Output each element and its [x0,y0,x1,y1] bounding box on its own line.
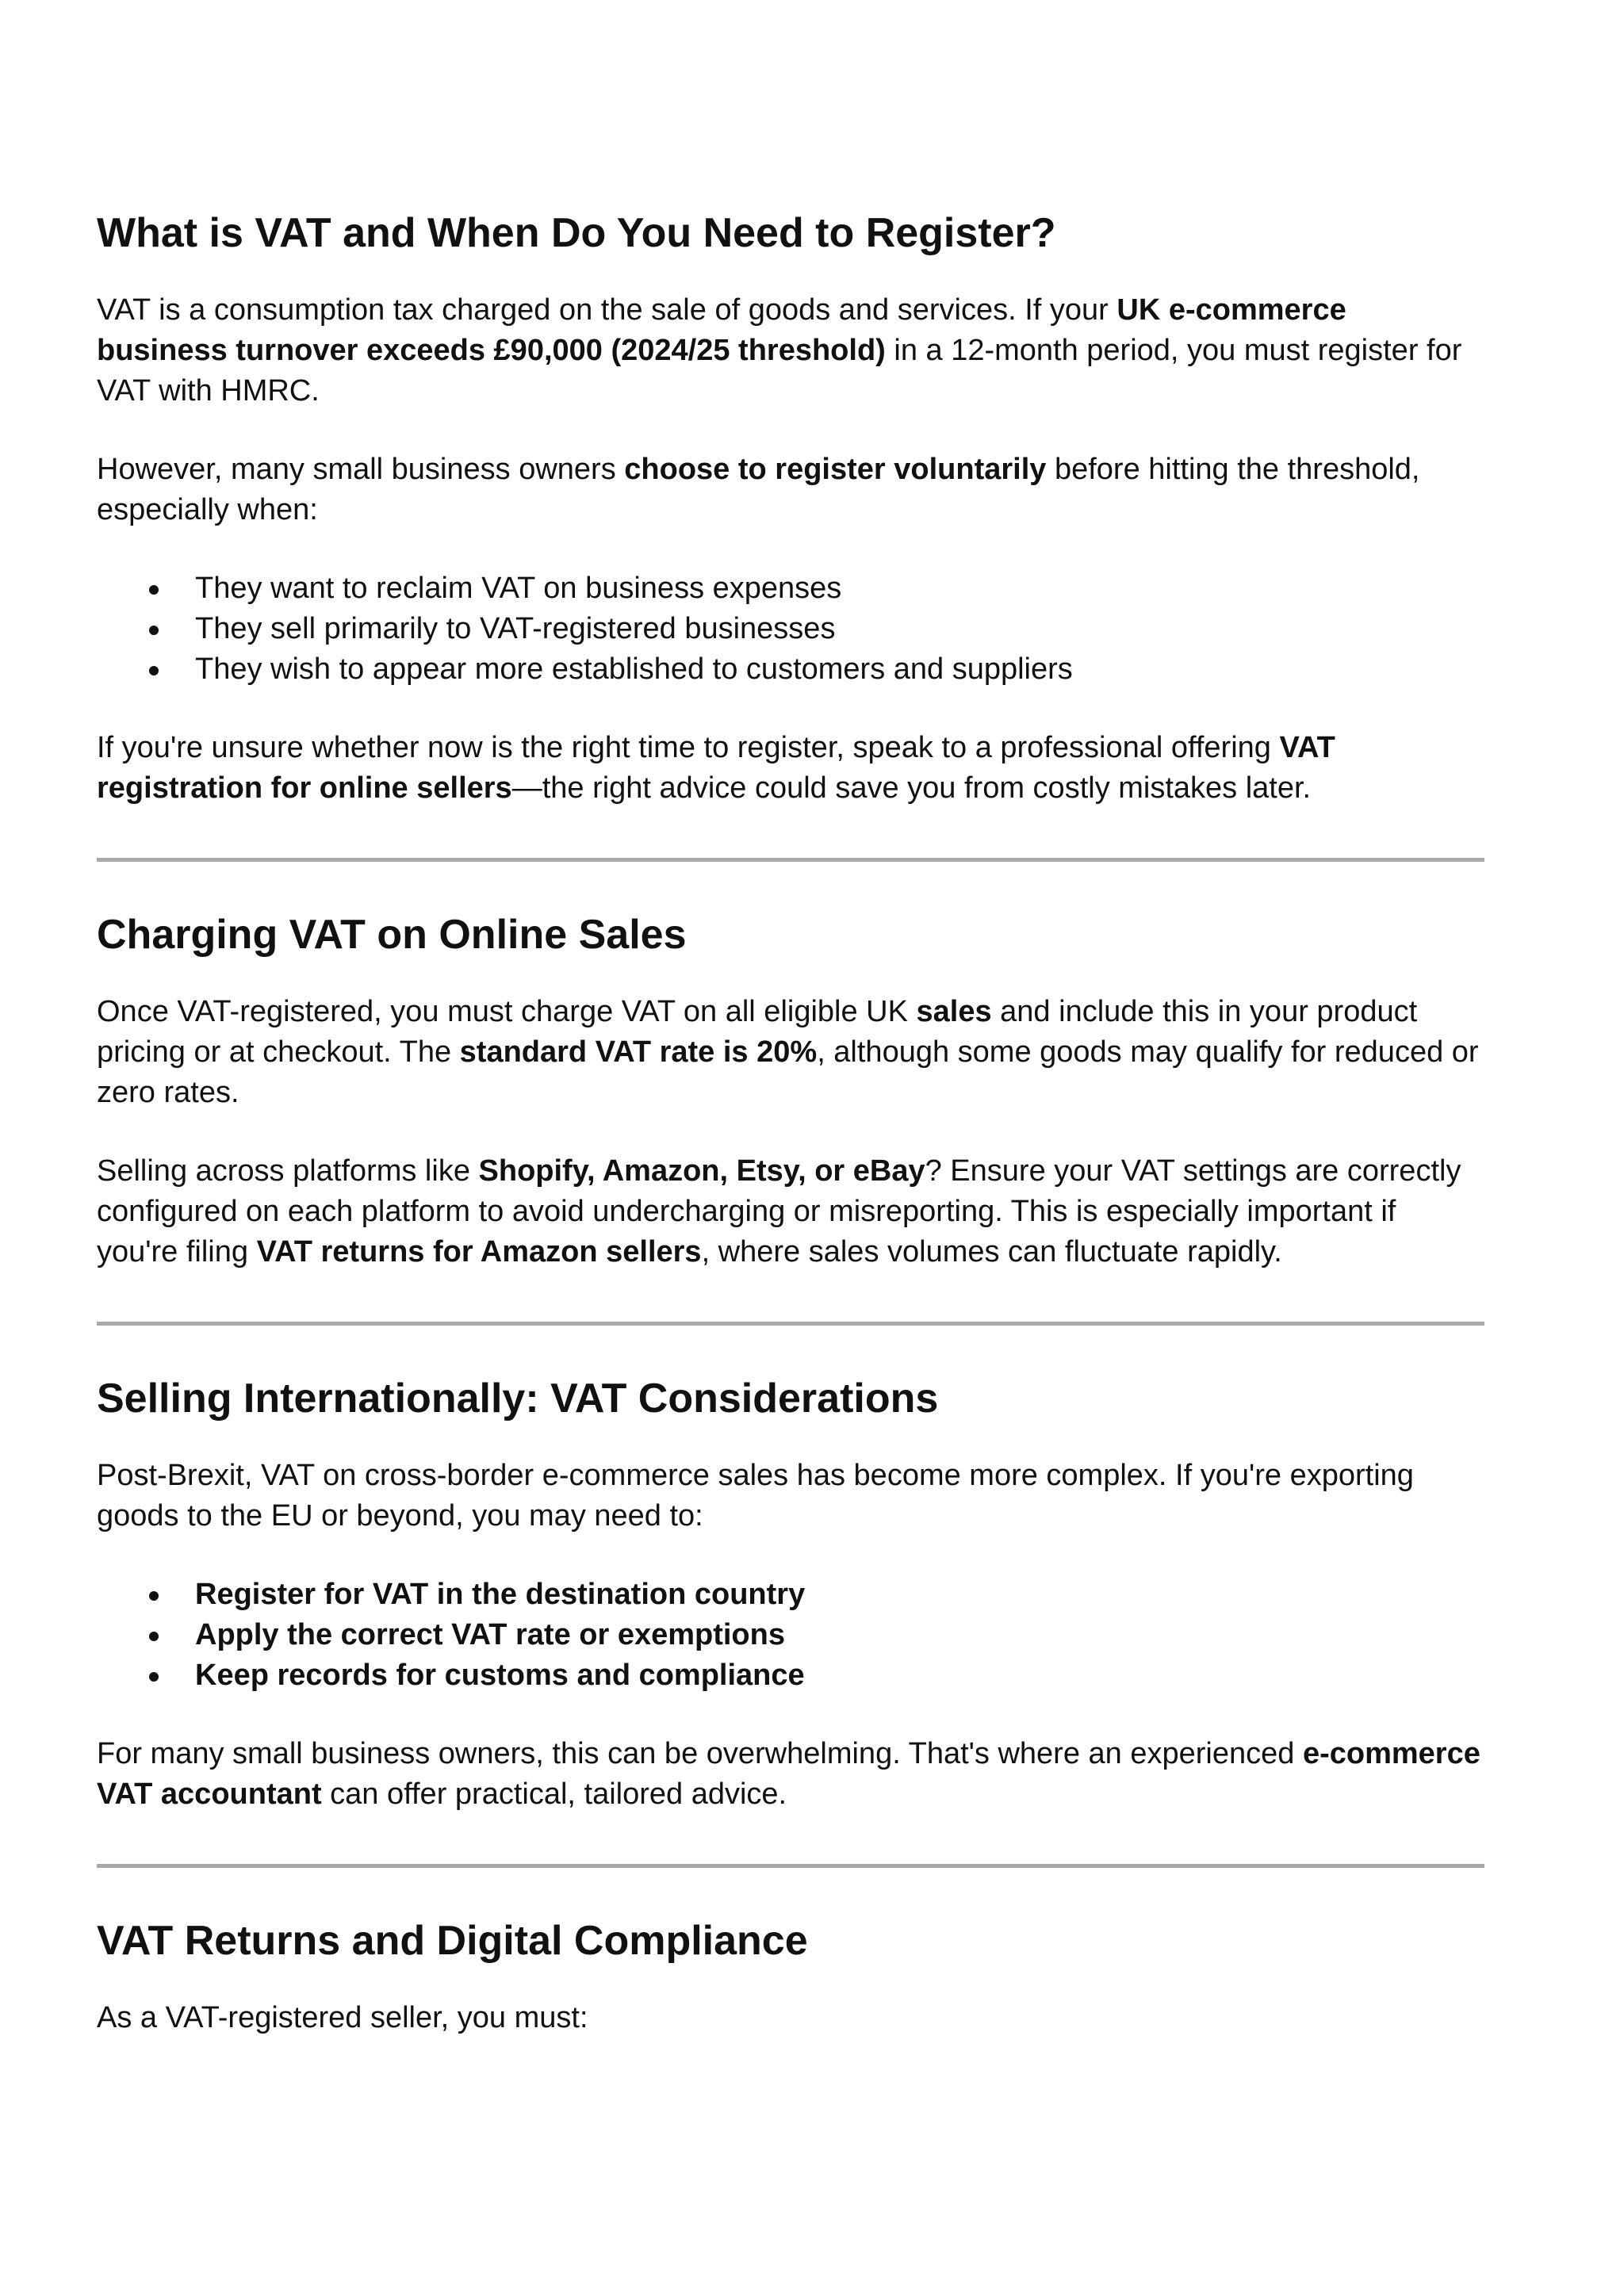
list-item: They wish to appear more established to customers and suppliers [195,649,1484,690]
list-item: Apply the correct VAT rate or exemptions [195,1615,1484,1655]
paragraph: VAT is a consumption tax charged on the sale of goods and services. If your UK e-commerce business turnover exceeds £90,000 (2024/25 threshold) in a 12-month period, you must register for VAT with HMRC. [97,293,1462,408]
list-item: Keep records for customs and compliance [195,1655,1484,1696]
paragraph: Selling across platforms like Shopify, Amazon, Etsy, or eBay? Ensure your VAT settings are correctly configured on each platform to avoid undercharging or misreporting. This is especially important if you're filing VAT returns for Amazon sellers, where sales volumes can fluctuate rapidly. [97,1154,1461,1269]
document-content [97,208,1484,2076]
section-divider [97,858,1484,862]
paragraph: Once VAT-registered, you must charge VAT on all eligible UK sales and include this in your product pricing or at checkout. The standard VAT rate is 20%, although some goods may qualify for reduced or zero rates. [97,995,1479,1109]
list-item: Register for VAT in the destination country [195,1575,1484,1615]
section-heading: Charging VAT on Online Sales [97,912,687,958]
paragraph: However, many small business owners choose to register voluntarily before hitting the threshold, especially when: [97,453,1420,526]
list-item: They sell primarily to VAT-registered businesses [195,609,1484,649]
section-heading: What is VAT and When Do You Need to Register? [97,210,1056,256]
bullet-list [97,1575,1484,1696]
section-charging-vat [97,909,1484,1272]
paragraph: As a VAT-registered seller, you must: [97,2001,588,2034]
section-divider [97,1322,1484,1326]
section-international [97,1373,1484,1815]
section-heading: VAT Returns and Digital Compliance [97,1918,808,1964]
section-heading: Selling Internationally: VAT Considerations [97,1376,939,1422]
section-vat-registration [97,208,1484,809]
list-item: They want to reclaim VAT on business expenses [195,568,1484,609]
section-vat-returns [97,1915,1484,2038]
paragraph: If you're unsure whether now is the right time to register, speak to a professional offering VAT registration for online sellers—the right advice could save you from costly mistakes later. [97,731,1335,805]
bullet-list [97,568,1484,690]
paragraph: Post-Brexit, VAT on cross-border e-commerce sales has become more complex. If you're exporting goods to the EU or beyond, you may need to: [97,1459,1414,1533]
section-divider [97,1864,1484,1868]
paragraph: For many small business owners, this can be overwhelming. That's where an experienced e-commerce VAT accountant can offer practical, tailored advice. [97,1737,1480,1811]
